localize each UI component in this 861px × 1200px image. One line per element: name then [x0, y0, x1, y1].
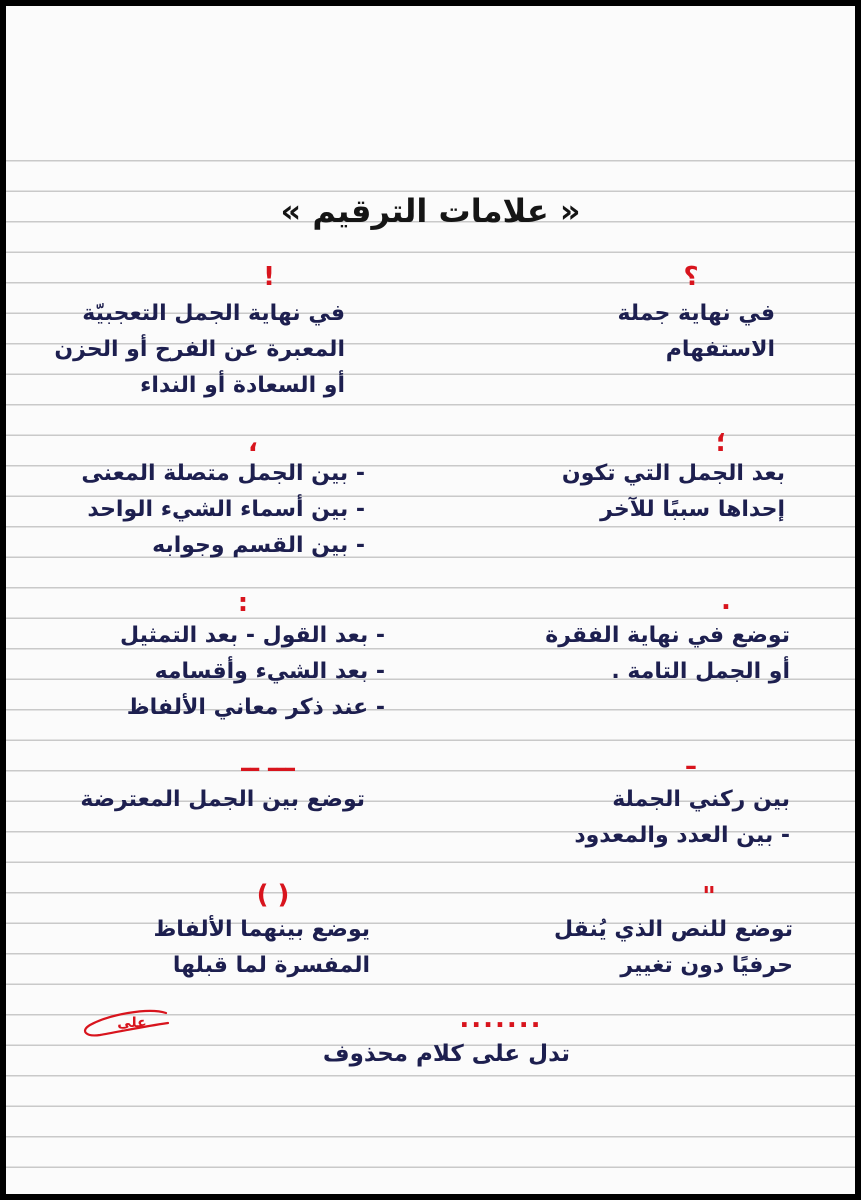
parentheses-symbol: ( )	[256, 880, 290, 910]
text-line: حرفيًا دون تغيير	[620, 953, 793, 978]
text-line: بعد الجمل التي تكون	[561, 461, 785, 486]
text-line: إحداها سببًا للآخر	[600, 497, 785, 522]
ellipsis-symbol: .......	[459, 1004, 543, 1034]
text-line: - بين الجمل متصلة المعنى	[81, 461, 365, 486]
text-line: المفسرة لما قبلها	[172, 953, 370, 978]
text-line: الاستفهام	[665, 337, 775, 362]
colon-symbol: :	[237, 588, 249, 618]
text-line: - بين العدد والمعدود	[574, 823, 790, 848]
signature-text: علي	[117, 1015, 147, 1031]
text-line: في نهاية جملة	[617, 301, 775, 326]
text-line: - عند ذكر معاني الألفاظ	[126, 695, 385, 720]
text-line: أو السعادة أو النداء	[140, 373, 345, 398]
text-line: تدل على كلام محذوف	[322, 1041, 570, 1067]
comma-symbol: ،	[248, 428, 258, 458]
text-line: يوضع بينهما الألفاظ	[153, 917, 370, 942]
page-title: « علامات الترقيم »	[280, 192, 581, 230]
dash-pair-description	[80, 782, 365, 818]
dash-pair-symbol: ـــ ــ	[241, 748, 295, 778]
ellipsis-description	[323, 1036, 570, 1072]
text-line: أو الجمل التامة .	[611, 659, 790, 684]
text-line: بين ركني الجملة	[612, 787, 790, 812]
text-line: - بين أسماء الشيء الواحد	[87, 497, 365, 522]
comma-description	[81, 456, 365, 564]
text-line: توضع في نهاية الفقرة	[545, 623, 790, 648]
notebook-page	[6, 6, 855, 1194]
text-line: - بعد الشيء وأقسامه	[154, 659, 385, 684]
period-description	[545, 618, 790, 690]
question-mark-symbol: ؟	[683, 262, 699, 292]
semicolon-symbol: ؛	[715, 428, 727, 458]
quotes-description	[554, 912, 793, 984]
text-line: - بعد القول - بعد التمثيل	[120, 623, 385, 648]
signature	[78, 1001, 178, 1051]
text-line: توضع بين الجمل المعترضة	[80, 787, 365, 812]
dash-description	[574, 782, 790, 854]
period-symbol: .	[721, 586, 731, 616]
semicolon-description	[562, 456, 785, 528]
text-line: - بين القسم وجوابه	[152, 533, 365, 558]
exclamation-mark-symbol: !	[263, 262, 275, 292]
question-mark-description	[617, 296, 775, 368]
parentheses-description	[153, 912, 370, 984]
quotes-symbol: "	[702, 882, 716, 912]
text-line: توضع للنص الذي يُنقل	[554, 917, 793, 942]
colon-description	[120, 618, 385, 726]
exclamation-mark-description	[54, 296, 345, 404]
dash-symbol: ـ	[686, 746, 696, 776]
text-line: في نهاية الجمل التعجبيّة	[82, 301, 345, 326]
text-line: المعبرة عن الفرح أو الحزن	[54, 337, 345, 362]
